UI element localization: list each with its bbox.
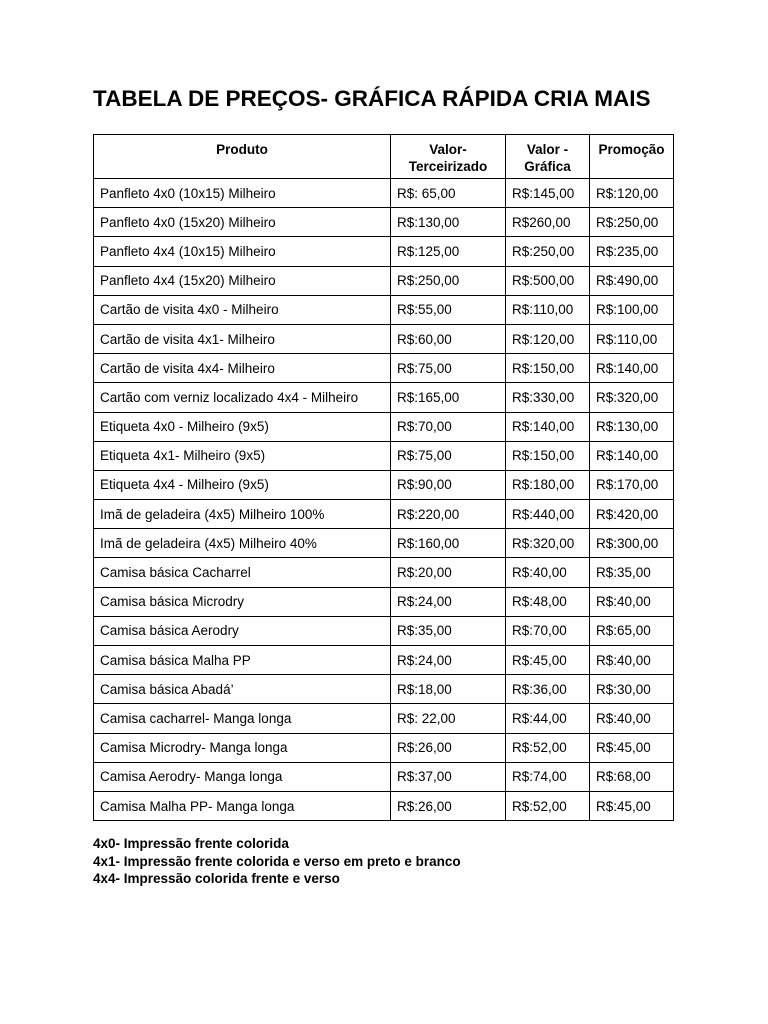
cell-produto: Camisa Aerodry- Manga longa [94,762,391,791]
cell-valor-grafica: R$:70,00 [506,616,590,645]
cell-valor-grafica: R$:500,00 [506,266,590,295]
cell-valor-grafica: R$:250,00 [506,237,590,266]
cell-promocao: R$:110,00 [590,324,674,353]
cell-valor-terceirizado: R$:24,00 [391,587,506,616]
table-row [94,266,674,295]
cell-produto: Camisa Malha PP- Manga longa [94,791,391,820]
cell-produto: Panfleto 4x4 (15x20) Milheiro [94,266,391,295]
cell-produto: Camisa básica Aerodry [94,616,391,645]
cell-produto: Cartão de visita 4x4- Milheiro [94,354,391,383]
table-row [94,558,674,587]
cell-promocao: R$:40,00 [590,704,674,733]
cell-valor-terceirizado: R$:70,00 [391,412,506,441]
cell-valor-terceirizado: R$:75,00 [391,354,506,383]
cell-promocao: R$:130,00 [590,412,674,441]
table-row [94,237,674,266]
cell-promocao: R$:100,00 [590,295,674,324]
cell-promocao: R$:30,00 [590,675,674,704]
cell-valor-grafica: R$:36,00 [506,675,590,704]
table-row [94,733,674,762]
table-row [94,791,674,820]
table-row [94,470,674,499]
cell-promocao: R$:300,00 [590,529,674,558]
cell-promocao: R$:45,00 [590,791,674,820]
cell-promocao: R$:140,00 [590,354,674,383]
cell-produto: Camisa básica Malha PP [94,646,391,675]
table-row [94,354,674,383]
table-row [94,179,674,208]
cell-valor-terceirizado: R$: 65,00 [391,179,506,208]
legend-line-4x1: 4x1- Impressão frente colorida e verso em preto e branco [93,853,461,869]
table-row [94,324,674,353]
cell-valor-grafica: R$:40,00 [506,558,590,587]
cell-valor-terceirizado: R$:90,00 [391,470,506,499]
cell-promocao: R$:170,00 [590,470,674,499]
cell-valor-grafica: R$:44,00 [506,704,590,733]
cell-valor-grafica: R$:150,00 [506,354,590,383]
cell-produto: Imã de geladeira (4x5) Milheiro 40% [94,529,391,558]
cell-valor-grafica: R$:120,00 [506,324,590,353]
document-title: TABELA DE PREÇOS- GRÁFICA RÁPIDA CRIA MAIS [93,86,651,111]
cell-produto: Cartão de visita 4x0 - Milheiro [94,295,391,324]
cell-valor-grafica: R$:140,00 [506,412,590,441]
cell-produto: Imã de geladeira (4x5) Milheiro 100% [94,500,391,529]
cell-valor-terceirizado: R$:55,00 [391,295,506,324]
cell-promocao: R$:140,00 [590,441,674,470]
cell-promocao: R$:490,00 [590,266,674,295]
legend [93,835,461,888]
table-row [94,529,674,558]
header-valor-terceirizado: Valor- Terceirizado [391,135,506,179]
cell-produto: Camisa Microdry- Manga longa [94,733,391,762]
cell-promocao: R$:235,00 [590,237,674,266]
cell-valor-terceirizado: R$:130,00 [391,208,506,237]
cell-valor-terceirizado: R$:60,00 [391,324,506,353]
cell-valor-terceirizado: R$:18,00 [391,675,506,704]
cell-valor-grafica: R$:110,00 [506,295,590,324]
cell-produto: Cartão de visita 4x1- Milheiro [94,324,391,353]
cell-valor-terceirizado: R$:220,00 [391,500,506,529]
table-row [94,762,674,791]
cell-promocao: R$:320,00 [590,383,674,412]
table-row [94,412,674,441]
cell-valor-grafica: R$:74,00 [506,762,590,791]
cell-valor-grafica: R$:45,00 [506,646,590,675]
cell-promocao: R$:120,00 [590,179,674,208]
cell-valor-grafica: R$:440,00 [506,500,590,529]
table-row [94,587,674,616]
table-row [94,704,674,733]
cell-valor-grafica: R$:150,00 [506,441,590,470]
cell-promocao: R$:35,00 [590,558,674,587]
table-row [94,441,674,470]
table-row [94,295,674,324]
cell-produto: Etiqueta 4x0 - Milheiro (9x5) [94,412,391,441]
cell-produto: Camisa cacharrel- Manga longa [94,704,391,733]
cell-valor-grafica: R$260,00 [506,208,590,237]
cell-promocao: R$:45,00 [590,733,674,762]
cell-valor-terceirizado: R$:165,00 [391,383,506,412]
cell-valor-terceirizado: R$:24,00 [391,646,506,675]
cell-valor-grafica: R$:52,00 [506,733,590,762]
cell-promocao: R$:250,00 [590,208,674,237]
cell-produto: Panfleto 4x0 (10x15) Milheiro [94,179,391,208]
cell-valor-grafica: R$:48,00 [506,587,590,616]
cell-valor-terceirizado: R$:26,00 [391,791,506,820]
cell-valor-terceirizado: R$:35,00 [391,616,506,645]
price-table [93,134,674,821]
cell-produto: Panfleto 4x4 (10x15) Milheiro [94,237,391,266]
legend-line-4x4: 4x4- Impressão colorida frente e verso [93,871,340,886]
cell-promocao: R$:40,00 [590,587,674,616]
cell-valor-grafica: R$:145,00 [506,179,590,208]
cell-valor-terceirizado: R$:250,00 [391,266,506,295]
table-row [94,208,674,237]
cell-produto: Camisa básica Cacharrel [94,558,391,587]
cell-valor-terceirizado: R$:75,00 [391,441,506,470]
header-valor-grafica: Valor - Gráfica [506,135,590,179]
legend-line-4x0: 4x0- Impressão frente colorida [93,836,289,851]
cell-produto: Camisa básica Microdry [94,587,391,616]
table-body [94,179,674,821]
cell-valor-grafica: R$:52,00 [506,791,590,820]
cell-valor-terceirizado: R$:20,00 [391,558,506,587]
table-row [94,675,674,704]
cell-valor-grafica: R$:330,00 [506,383,590,412]
cell-promocao: R$:65,00 [590,616,674,645]
table-row [94,646,674,675]
cell-promocao: R$:40,00 [590,646,674,675]
cell-valor-terceirizado: R$:160,00 [391,529,506,558]
cell-produto: Etiqueta 4x4 - Milheiro (9x5) [94,470,391,499]
cell-produto: Camisa básica Abadá’ [94,675,391,704]
cell-valor-grafica: R$:180,00 [506,470,590,499]
cell-promocao: R$:68,00 [590,762,674,791]
cell-produto: Etiqueta 4x1- Milheiro (9x5) [94,441,391,470]
table-header-row [94,135,674,179]
cell-valor-terceirizado: R$: 22,00 [391,704,506,733]
cell-produto: Panfleto 4x0 (15x20) Milheiro [94,208,391,237]
cell-produto: Cartão com verniz localizado 4x4 - Milheiro [94,383,391,412]
header-produto: Produto [94,135,391,179]
cell-valor-terceirizado: R$:26,00 [391,733,506,762]
table-row [94,616,674,645]
table-row [94,383,674,412]
table-row [94,500,674,529]
cell-valor-terceirizado: R$:125,00 [391,237,506,266]
cell-valor-terceirizado: R$:37,00 [391,762,506,791]
cell-valor-grafica: R$:320,00 [506,529,590,558]
header-promocao: Promoção [590,135,674,179]
cell-promocao: R$:420,00 [590,500,674,529]
